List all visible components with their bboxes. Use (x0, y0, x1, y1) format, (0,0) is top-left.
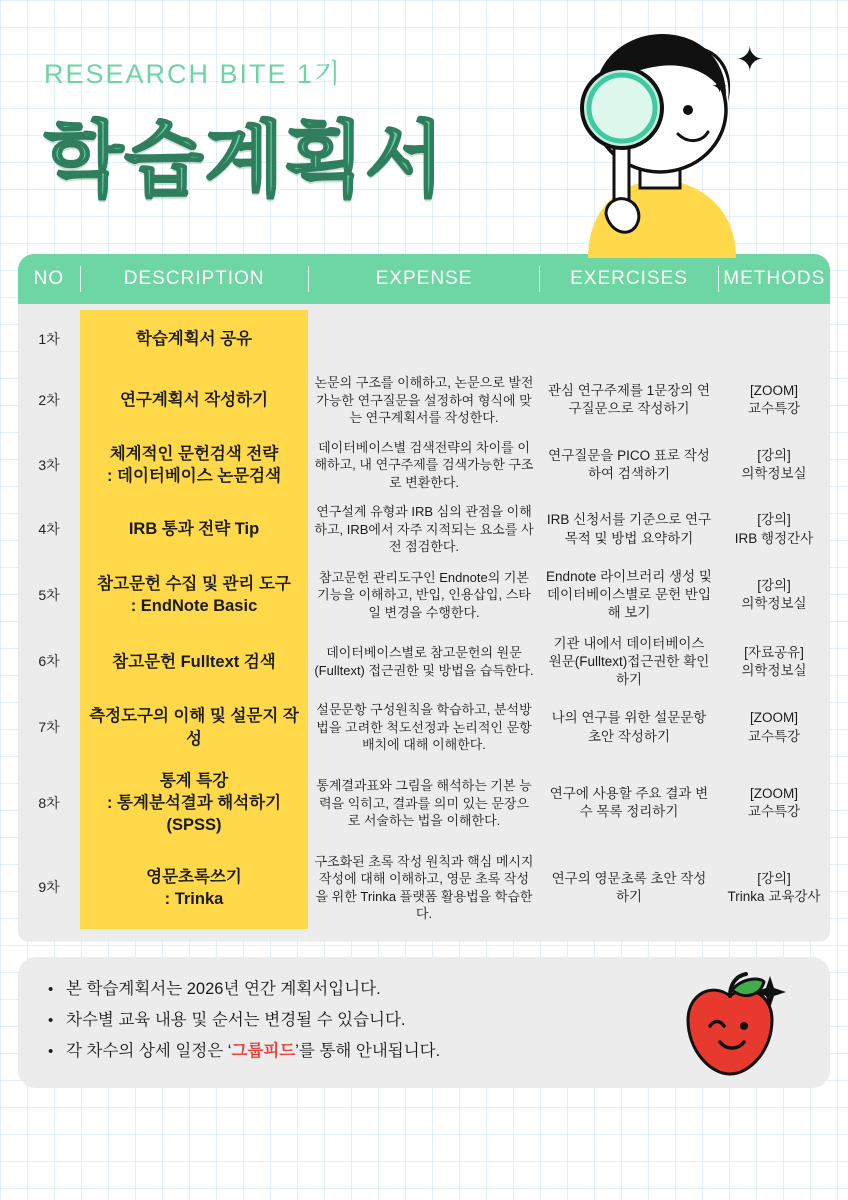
row-exercises: 관심 연구주제를 1문장의 연구질문으로 작성하기 (547, 383, 711, 417)
row-methods: [ZOOM] 교수특강 (747, 710, 801, 744)
column-header-exercises: EXERCISES (570, 268, 688, 289)
row-description: 측정도구의 이해 및 설문지 작성 (80, 695, 308, 760)
table-row (18, 310, 830, 368)
row-exercises: 연구질문을 PICO 표로 작성하여 검색하기 (548, 447, 710, 481)
row-description: 체계적인 문헌검색 전략 : 데이터베이스 논문검색 (80, 433, 308, 498)
table-row (18, 760, 830, 847)
note-highlight: 그룹피드 (231, 1041, 296, 1060)
apple-illustration (670, 972, 790, 1082)
notes-panel (18, 957, 830, 1088)
row-description: IRB 통과 전략 Tip (80, 497, 308, 562)
row-exercises: 기관 내에서 데이터베이스 원문(Fulltext)접근권한 확인하기 (548, 635, 710, 688)
row-description: 학습계획서 공유 (80, 310, 308, 368)
row-expense: 연구설계 유형과 IRB 심의 관점을 이해하고, IRB에서 자주 지적되는 요소를 사전 점검한다. (314, 504, 534, 555)
row-methods: [강의] 의학정보실 (741, 578, 807, 612)
note-text: 본 학습계획서는 2026년 연간 계획서입니다. (66, 979, 381, 998)
row-exercises: 연구의 영문초록 초안 작성하기 (551, 870, 707, 904)
table-row (18, 629, 830, 696)
note-text: 각 차수의 상세 일정은 ‘그룹피드’를 통해 안내됩니다. (66, 1041, 441, 1060)
row-methods: [ZOOM] 교수특강 (747, 383, 801, 417)
note-text: 차수별 교육 내용 및 순서는 변경될 수 있습니다. (66, 1010, 406, 1029)
row-description: 참고문헌 Fulltext 검색 (80, 629, 308, 696)
row-methods: [강의] IRB 행정간사 (734, 512, 814, 546)
column-header-expense: EXPENSE (375, 268, 473, 289)
row-methods: [강의] Trinka 교육강사 (727, 870, 821, 904)
row-description: 연구계획서 작성하기 (80, 368, 308, 433)
row-exercises: 연구에 사용할 주요 결과 변수 목록 정리하기 (549, 786, 709, 820)
row-number: 9차 (38, 879, 60, 896)
row-exercises: 나의 연구를 위한 설문문항 초안 작성하기 (551, 710, 707, 744)
row-number: 3차 (38, 456, 60, 473)
row-number: 6차 (38, 653, 60, 670)
row-methods (718, 310, 830, 368)
schedule-table (18, 254, 830, 941)
table-row (18, 847, 830, 929)
bullet-icon: • (48, 1011, 54, 1029)
row-methods: [강의] 의학정보실 (741, 447, 807, 481)
sparkle-icon: ✦ (735, 41, 764, 79)
row-expense: 설문문항 구성원칙을 학습하고, 분석방법을 고려한 척도선정과 논리적인 문항배치에 대해 이해한다. (316, 702, 532, 753)
row-methods: [자료공유] 의학정보실 (741, 644, 807, 678)
bullet-icon: • (48, 1042, 54, 1060)
column-header-no: NO (33, 268, 65, 289)
column-header-methods: METHODS (723, 268, 826, 289)
row-exercises (540, 310, 718, 368)
row-methods: [ZOOM] 교수특강 (747, 786, 801, 820)
row-number: 4차 (38, 521, 60, 538)
row-number: 1차 (38, 330, 60, 347)
row-description: 참고문헌 수집 및 관리 도구 : EndNote Basic (80, 562, 308, 629)
row-expense: 논문의 구조를 이해하고, 논문으로 발전가능한 연구질문을 설정하여 형식에 맞는 연구계획서를 작성한다. (314, 375, 534, 426)
bullet-icon: • (48, 980, 54, 998)
row-description: 통계 특강 : 통계분석결과 해석하기 (SPSS) (80, 760, 308, 847)
row-expense (308, 310, 540, 368)
row-expense: 데이터베이스별로 참고문헌의 원문(Fulltext) 접근권한 및 방법을 습득한다. (314, 645, 534, 678)
row-number: 7차 (38, 719, 60, 736)
table-row (18, 695, 830, 760)
poster-kicker: RESEARCH BITE 1기 (44, 59, 343, 89)
row-exercises: IRB 신청서를 기준으로 연구목적 및 방법 요약하기 (546, 512, 712, 546)
table-body (18, 304, 830, 941)
page-title: 학습계획서 (44, 115, 446, 206)
table-header-row (18, 254, 830, 304)
row-number: 8차 (38, 794, 60, 811)
table-row (18, 562, 830, 629)
winking-apple-icon (670, 972, 790, 1082)
row-expense: 구조화된 초록 작성 원칙과 핵심 메시지 작성에 대해 이해하고, 영문 초록 작성을 위한 Trinka 플랫폼 활용법을 학습한다. (314, 853, 534, 922)
row-number: 2차 (38, 391, 60, 408)
column-header-description: DESCRIPTION (123, 268, 265, 289)
row-exercises: Endnote 라이브러리 생성 및 데이터베이스별로 문헌 반입해 보기 (546, 568, 712, 621)
row-expense: 통계결과표와 그림을 해석하는 기본 능력을 익히고, 결과를 의미 있는 문장으로 서술하는 법을 이해한다. (316, 777, 532, 829)
row-description: 영문초록쓰기 : Trinka (80, 847, 308, 929)
poster-header (0, 0, 848, 250)
mascot-illustration (540, 18, 770, 258)
table-row (18, 368, 830, 433)
row-number: 5차 (38, 586, 60, 603)
table-row (18, 497, 830, 562)
row-expense: 참고문헌 관리도구인 Endnote의 기본 기능을 이해하고, 반입, 인용삽입, 스타일 변경을 수행한다. (317, 569, 531, 621)
table-row (18, 433, 830, 498)
sparkle-icon: ✦ (711, 76, 728, 98)
row-expense: 데이터베이스별 검색전략의 차이를 이해하고, 내 연구주제를 검색가능한 구조로 변환한다. (314, 439, 534, 490)
